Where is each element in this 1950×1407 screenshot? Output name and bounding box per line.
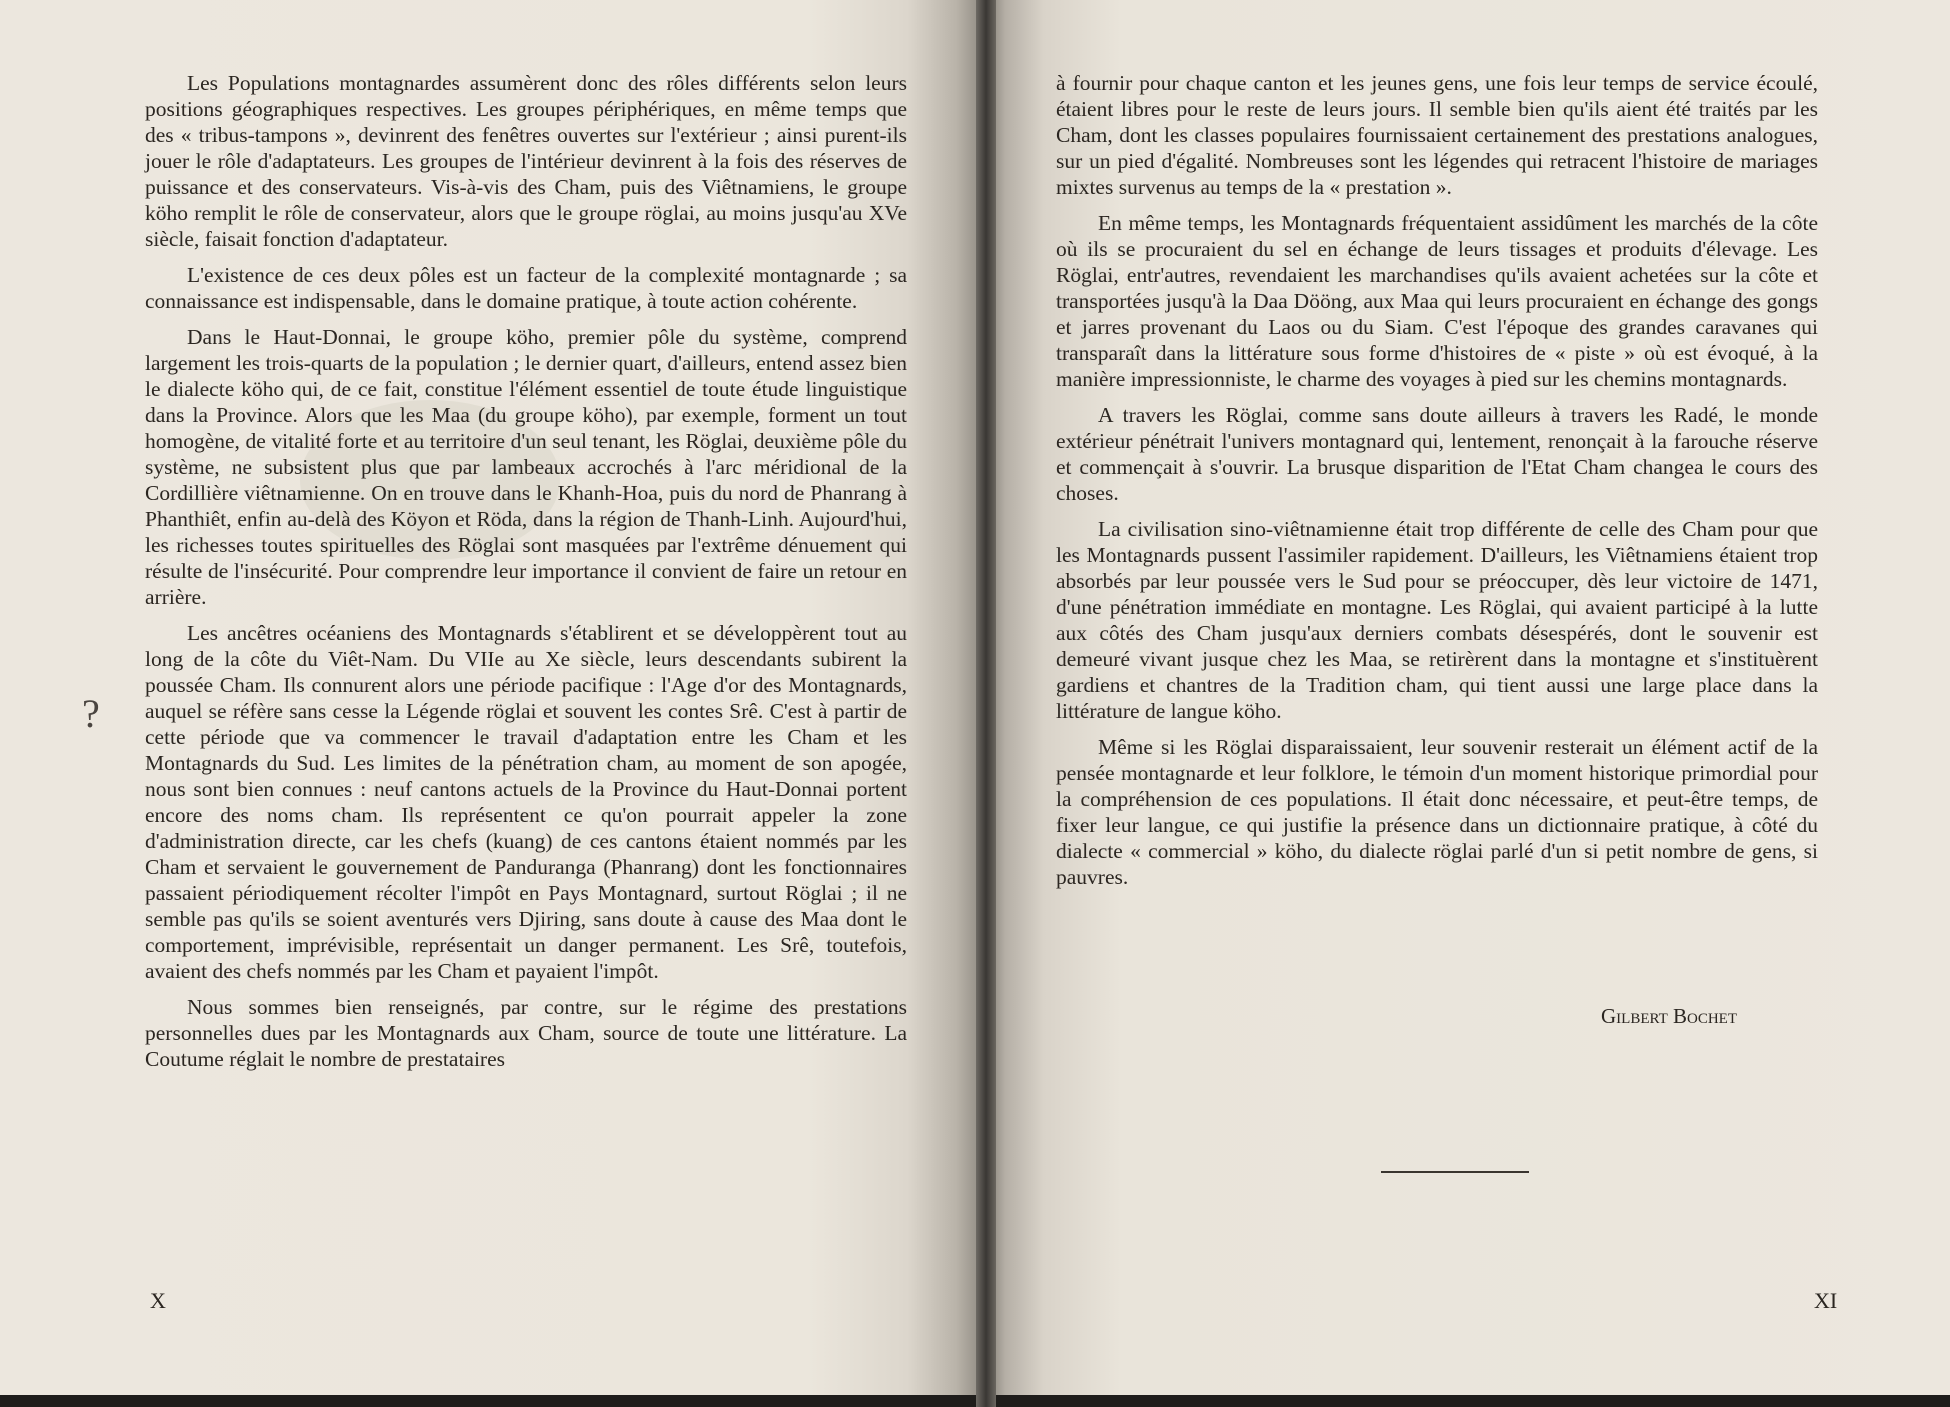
right-page-text — [1056, 70, 1818, 900]
paragraph: Même si les Röglai disparaissaient, leur souvenir resterait un élément actif de la pensée montagnarde et leur folklore, le témoin d'un moment historique primordial pour la compréhension de ces populations. Il était donc nécessaire, et peut-être temps, de fixer leur langue, ce qui justifie la présence dans un dictionnaire pratique, à côté du dialecte « commercial » köho, du dialecte röglai parlé d'un si petit nombre de gens, si pauvres. — [1056, 735, 1818, 889]
page-number-left: X — [150, 1288, 166, 1313]
page-number-right: XI — [1814, 1288, 1838, 1313]
paragraph: La civilisation sino-viêtnamienne était trop différente de celle des Cham pour que les Montagnards pussent l'assimiler rapidement. D'ailleurs, les Viêtnamiens étaient trop absorbés par leur poussée vers le Sud pour se préoccuper, dès leur victoire de 1471, d'une pénétration immédiate en montagne. Les Röglai, qui avaient participé à la lutte aux côtés des Cham jusqu'aux derniers combats désespérés, dont le souvenir est demeuré vivant jusque chez les Maa, se retirèrent dans la montagne et s'instituèrent gardiens et chantres de la Tradition cham, qui tient aussi une large place dans la littérature de langue köho. — [1056, 517, 1818, 723]
paragraph: L'existence de ces deux pôles est un facteur de la complexité montagnarde ; sa connaissance est indispensable, dans le domaine pratique, à toute action cohérente. — [145, 263, 907, 313]
paragraph: A travers les Röglai, comme sans doute ailleurs à travers les Radé, le monde extérieur pénétrait l'univers montagnard qui, lentement, renonçait à la farouche réserve et commençait à s'ouvrir. La brusque disparition de l'Etat Cham changea le cours des choses. — [1056, 403, 1818, 505]
handwritten-mark: ? — [82, 691, 100, 736]
paragraph: En même temps, les Montagnards fréquentaient assidûment les marchés de la côte où ils se procuraient du sel en échange de leurs tissages et produits d'élevage. Les Röglai, entr'autres, revendaient les marchandises qu'ils avaient achetées sur la côte et transportées jusqu'à la Daa Dööng, aux Maa qui leurs procuraient en échange des gongs et jarres provenant du Laos ou du Siam. C'est l'époque des grandes caravanes qui transparaît dans la littérature sous forme d'histoires de « piste » où est évoqué, à la manière impressionniste, le charme des voyages à pied sur les chemins montagnards. — [1056, 211, 1818, 391]
paragraph: à fournir pour chaque canton et les jeunes gens, une fois leur temps de service écoulé, étaient libres pour le reste de leurs jours. Il semble bien qu'ils aient été traités par les Cham, dont les classes populaires fournissaient certainement des prestations analogues, sur un pied d'égalité. Nombreuses sont les légendes qui retracent l'histoire de mariages mixtes survenus au temps de la « prestation ». — [1056, 71, 1818, 199]
paragraph: Nous sommes bien renseignés, par contre, sur le régime des prestations personnelles dues par les Montagnards aux Cham, source de toute une littérature. La Coutume réglait le nombre de prestataires — [145, 995, 907, 1071]
section-rule — [1381, 1171, 1529, 1173]
left-page-text — [145, 70, 907, 1082]
paragraph: Les Populations montagnardes assumèrent donc des rôles différents selon leurs positions géographiques respectives. Les groupes périphériques, en même temps que des « tribus-tampons », devinrent des fenêtres ouvertes sur l'extérieur ; ainsi purent-ils jouer le rôle d'adaptateurs. Les groupes de l'intérieur devinrent à la fois des réserves de puissance et des conservateurs. Vis-à-vis des Cham, puis des Viêtnamiens, le groupe köho remplit le rôle de conservateur, alors que le groupe röglai, au moins jusqu'au XVe siècle, faisait fonction d'adaptateur. — [145, 71, 907, 251]
right-page — [986, 0, 1950, 1395]
paragraph: Dans le Haut-Donnai, le groupe köho, premier pôle du système, comprend largement les trois-quarts de la population ; le dernier quart, d'ailleurs, entend assez bien le dialecte köho qui, de ce fait, constitue l'élément essentiel de toute étude linguistique dans la Province. Alors que les Maa (du groupe köho), par exemple, forment un tout homogène, de vitalité forte et au territoire d'un seul tenant, les Röglai, deuxième pôle du système, ne subsistent plus que par lambeaux accrochés à l'arc méridional de la Cordillière viêtnamienne. On en trouve dans le Khanh-Hoa, puis du nord de Phanrang à Phanthiêt, enfin au-delà des Köyon et Röda, dans la région de Thanh-Linh. Aujourd'hui, les richesses toutes spirituelles des Röglai sont masquées par l'extrême dénuement qui résulte de l'insécurité. Pour comprendre leur importance il convient de faire un retour en arrière. — [145, 325, 907, 609]
paragraph: Les ancêtres océaniens des Montagnards s'établirent et se développèrent tout au long de la côte du Viêt-Nam. Du VIIe au Xe siècle, leurs descendants subirent la poussée Cham. Ils connurent alors une période pacifique : l'Age d'or des Montagnards, auquel se réfère sans cesse la Légende röglai et souvent les contes Srê. C'est à partir de cette période que va commencer le travail d'adaptation entre les Cham et les Montagnards du Sud. Les limites de la pénétration cham, au moment de son apogée, nous sont bien connues : neuf cantons actuels de la Province du Haut-Donnai portent encore des noms cham. Ils représentent ce qu'on pourrait appeler la zone d'administration directe, car les chefs (kuang) de ces cantons étaient nommés par les Cham et servaient le gouvernement de Panduranga (Phanrang) dont les fonctionnaires passaient périodiquement récolter l'impôt en Pays Montagnard, surtout Röglai ; il ne semble pas qu'ils se soient aventurés vers Djiring, sans doute à cause des Maa dont le comportement, imprévisible, représentait un danger permanent. Les Srê, toutefois, avaient des chefs nommés par les Cham et payaient l'impôt. — [145, 621, 907, 983]
book-gutter — [976, 0, 996, 1407]
author-signature: Gilbert Bochet — [1601, 1004, 1738, 1028]
